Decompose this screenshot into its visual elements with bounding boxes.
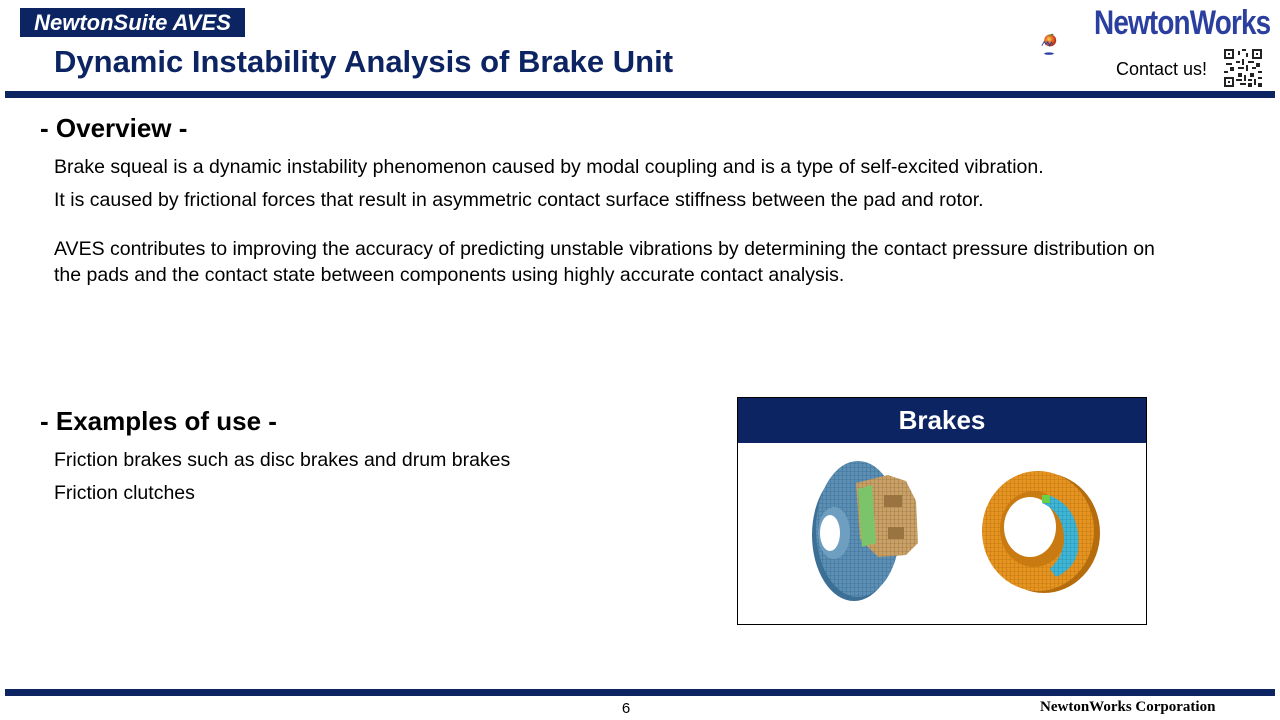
slide-title: Dynamic Instability Analysis of Brake Unit (54, 44, 674, 79)
overview-paragraph-2: AVES contributes to improving the accuracy of predicting unstable vibrations by determining the contact pressure distribution on the pads and the contact state between components using highly accurate contact analysis. (54, 238, 1155, 286)
disc-brake-model (812, 461, 918, 601)
drum-brake-model (982, 471, 1100, 593)
overview-line-1: Brake squeal is a dynamic instability phenomenon caused by modal coupling and is a type of self-excited vibration. (54, 156, 1044, 178)
qr-code-icon[interactable] (1224, 49, 1262, 87)
company-name: NewtonWorks Corporation (1040, 699, 1216, 715)
logo-text: NewtonWorks (1094, 4, 1271, 42)
example-item: Friction brakes such as disc brakes and drum brakes (54, 449, 511, 471)
contact-link[interactable]: Contact us! (1116, 59, 1208, 79)
footer-rule (5, 689, 1275, 696)
overview-heading: - Overview - (40, 113, 188, 143)
examples-heading: - Examples of use - (40, 406, 277, 436)
brakes-figure (737, 397, 1147, 625)
page-number: 6 (621, 700, 631, 717)
product-badge: NewtonSuite AVES (20, 8, 245, 37)
newtonworks-logo-icon (1040, 4, 1100, 84)
figure-title: Brakes (738, 398, 1146, 443)
example-item: Friction clutches (54, 482, 195, 504)
header-rule (5, 91, 1275, 98)
brake-models-image (738, 443, 1146, 623)
overview-line-2: It is caused by frictional forces that result in asymmetric contact surface stiffness between the pad and rotor. (54, 189, 984, 211)
